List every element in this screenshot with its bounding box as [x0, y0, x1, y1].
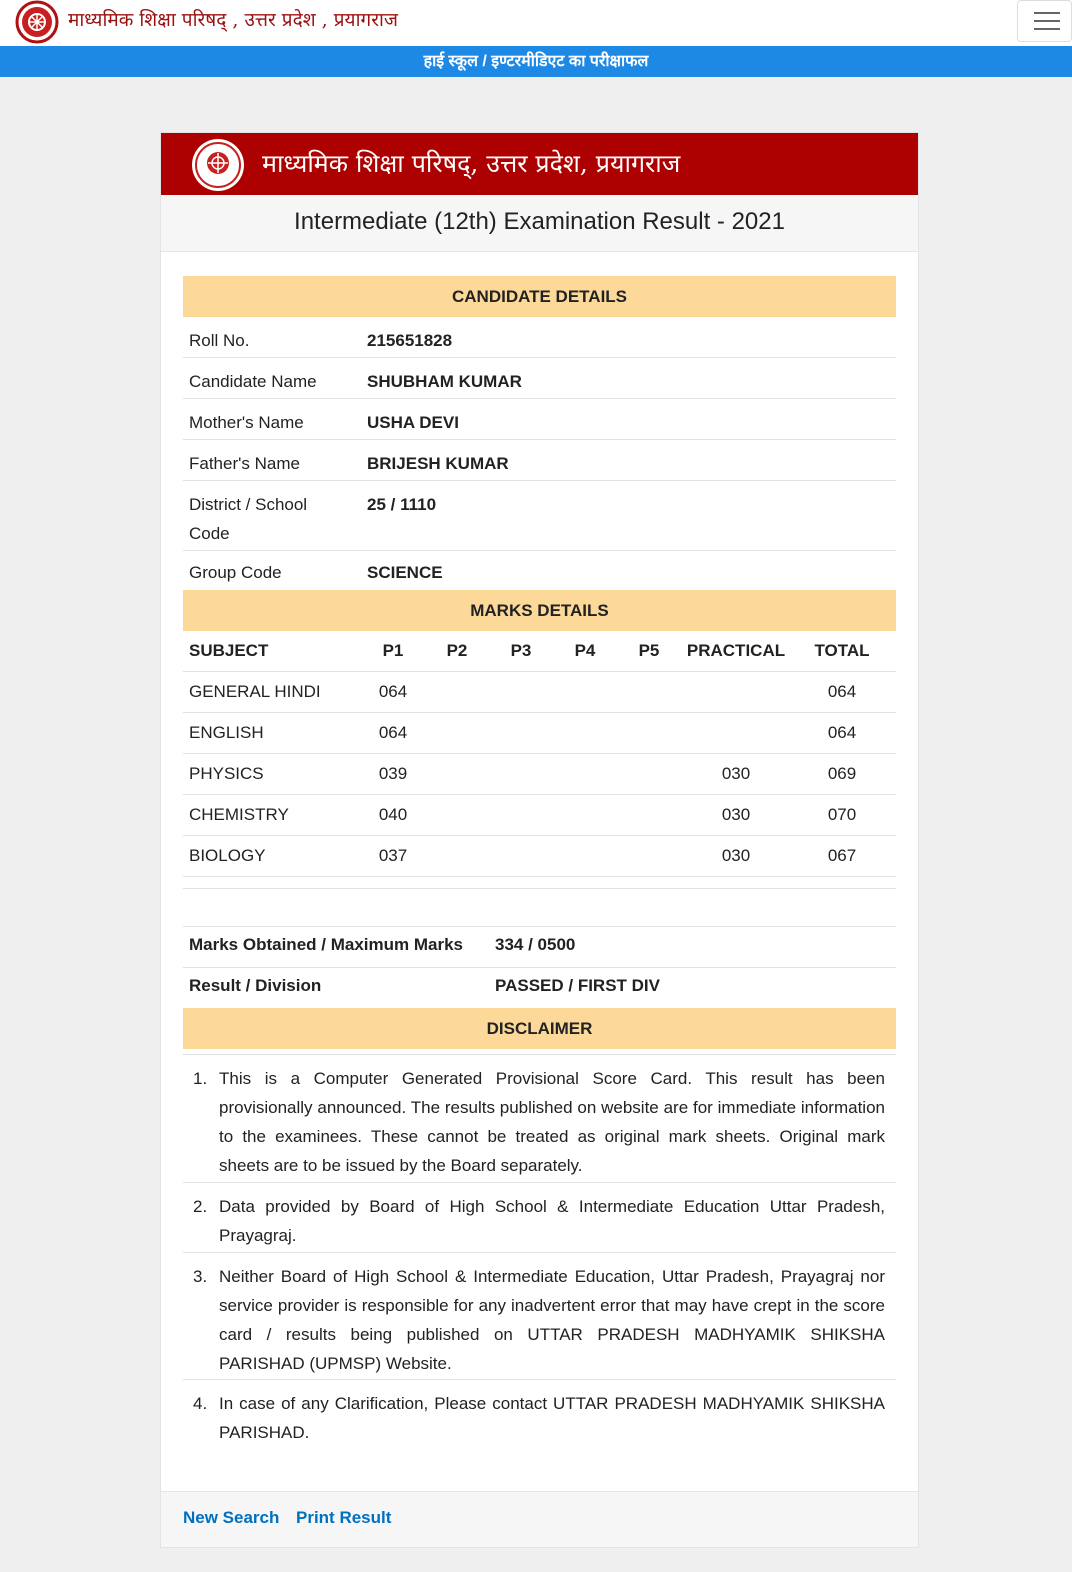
- marks-header-cell: SUBJECT: [189, 641, 269, 660]
- marks-cell: 039: [378, 764, 408, 783]
- marks-cell: PHYSICS: [189, 764, 264, 783]
- marks-header-cell: P4: [574, 641, 596, 660]
- marks-cell: 070: [827, 805, 857, 824]
- marks-row-english: [183, 713, 896, 754]
- table-divider: [183, 877, 896, 889]
- marks-cell: 037: [378, 846, 408, 865]
- marks-header-cell: P5: [638, 641, 660, 660]
- detail-row-name: [183, 358, 896, 399]
- print-result-link[interactable]: Print Result: [296, 1508, 392, 1527]
- detail-label: Father's Name: [189, 454, 300, 473]
- marks-row-physics: [183, 754, 896, 795]
- detail-value: 215651828: [367, 331, 453, 350]
- hamburger-menu-button[interactable]: [1017, 0, 1072, 42]
- marks-cell: 040: [378, 805, 408, 824]
- summary-label: Marks Obtained / Maximum Marks: [189, 935, 463, 954]
- card-footer: [161, 1491, 918, 1547]
- table-spacer: [183, 889, 896, 927]
- marks-cell: 030: [721, 846, 751, 865]
- marks-header-cell: P1: [382, 641, 404, 660]
- marks-header-cell: P2: [446, 641, 468, 660]
- menu-icon-bar: [1034, 28, 1060, 30]
- card-header: [161, 133, 918, 195]
- new-search-link[interactable]: New Search: [183, 1508, 280, 1527]
- detail-label: Candidate Name: [189, 372, 317, 391]
- detail-row-roll: [183, 317, 896, 358]
- disclaimer-item: [183, 1380, 896, 1452]
- marks-header-cell: PRACTICAL: [686, 641, 786, 660]
- summary-value: 334 / 0500: [495, 935, 576, 954]
- detail-value: SHUBHAM KUMAR: [367, 372, 522, 391]
- disclaimer-text: In case of any Clarification, Please contact UTTAR PRADESH MADHYAMIK SHIKSHA PARISHAD.: [219, 1394, 885, 1442]
- site-title: माध्यमिक शिक्षा परिषद् , उत्तर प्रदेश , प्रयागराज: [68, 9, 398, 31]
- disclaimer-text: Neither Board of High School & Intermediate Education, Uttar Pradesh, Prayagraj nor service provider is responsible for any inadvertent error that may have crept in the score card / results being published on UTTAR PRADESH MADHYAMIK SHIKSHA PARISHAD (UPMSP) Website.: [219, 1267, 885, 1373]
- board-title: माध्यमिक शिक्षा परिषद्, उत्तर प्रदेश, प्रयागराज: [262, 149, 681, 178]
- detail-value: 25 / 1110: [367, 495, 437, 514]
- result-banner: हाई स्कूल / इण्टरमीडिएट का परीक्षाफल: [0, 46, 1072, 77]
- disclaimer-number: 4.: [193, 1394, 208, 1413]
- marks-header-row: [183, 631, 896, 672]
- detail-label: Group Code: [189, 563, 282, 582]
- disclaimer-heading: DISCLAIMER: [183, 1008, 896, 1049]
- detail-row-mother: [183, 399, 896, 440]
- marks-cell: 064: [827, 723, 857, 742]
- detail-row-father: [183, 440, 896, 481]
- marks-cell: 064: [378, 682, 408, 701]
- top-navbar: [0, 0, 1072, 46]
- marks-header-cell: P3: [510, 641, 532, 660]
- disclaimer-item: [183, 1183, 896, 1253]
- candidate-details-heading: CANDIDATE DETAILS: [183, 276, 896, 317]
- marks-cell: 030: [721, 764, 751, 783]
- detail-label: Roll No.: [189, 331, 250, 350]
- marks-cell: ENGLISH: [189, 723, 264, 742]
- detail-row-district: [183, 481, 896, 551]
- menu-icon: [1034, 12, 1060, 14]
- detail-value: BRIJESH KUMAR: [367, 454, 509, 473]
- marks-cell: 069: [827, 764, 857, 783]
- upmsp-emblem-icon: [190, 137, 246, 193]
- summary-value: PASSED / FIRST DIV: [495, 976, 660, 995]
- marks-cell: 067: [827, 846, 857, 865]
- marks-cell: 064: [827, 682, 857, 701]
- menu-icon-bar: [1034, 20, 1060, 22]
- marks-cell: 030: [721, 805, 751, 824]
- marks-details-heading: MARKS DETAILS: [183, 590, 896, 631]
- disclaimer-number: 2.: [193, 1197, 208, 1216]
- disclaimer-text: Data provided by Board of High School & Intermediate Education Uttar Pradesh, Prayagraj.: [219, 1197, 885, 1245]
- marks-cell: BIOLOGY: [189, 846, 266, 865]
- detail-value: SCIENCE: [367, 563, 443, 582]
- upmsp-logo-icon[interactable]: [14, 0, 60, 44]
- marks-row-biology: [183, 836, 896, 877]
- detail-row-group: [183, 551, 896, 590]
- detail-label: District / School Code: [189, 495, 308, 543]
- disclaimer-number: 3.: [193, 1267, 208, 1286]
- exam-title: Intermediate (12th) Examination Result - 2021: [161, 195, 918, 252]
- marks-summary-row: [183, 927, 896, 968]
- disclaimer-number: 1.: [193, 1069, 208, 1088]
- marks-cell: GENERAL HINDI: [189, 682, 321, 701]
- disclaimer-item: [183, 1055, 896, 1183]
- summary-label: Result / Division: [189, 976, 322, 995]
- marks-row-chemistry: [183, 795, 896, 836]
- result-card: [160, 132, 919, 1548]
- marks-cell: 064: [378, 723, 408, 742]
- detail-label: Mother's Name: [189, 413, 304, 432]
- disclaimer-text: This is a Computer Generated Provisional Score Card. This result has been provisionally announced. The results published on website are for immediate information to the examinees. These cannot be treated as original mark sheets. Original mark sheets are to be issued by the Board separately.: [219, 1069, 885, 1175]
- marks-row-hindi: [183, 672, 896, 713]
- disclaimer-item: [183, 1253, 896, 1380]
- result-summary-row: [183, 968, 896, 1008]
- marks-cell: CHEMISTRY: [189, 805, 289, 824]
- detail-value: USHA DEVI: [367, 413, 459, 432]
- marks-header-cell: TOTAL: [814, 641, 870, 660]
